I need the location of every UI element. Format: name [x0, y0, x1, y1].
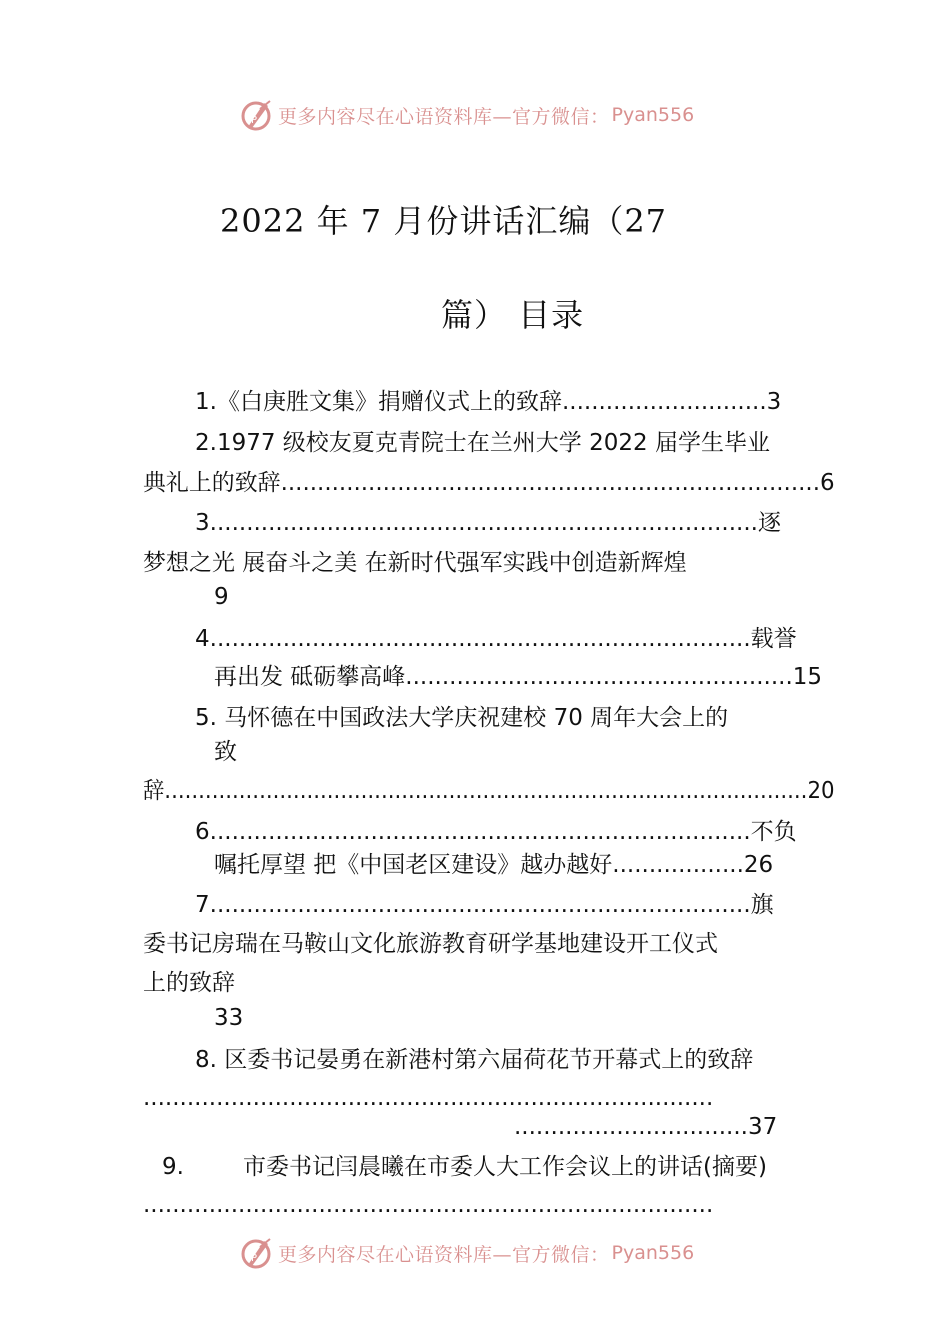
- toc-entry-3-line1: 3...........................................................................逐: [195, 510, 781, 536]
- toc-entry-8-page: ................................37: [514, 1114, 778, 1140]
- toc-entry-6-line1: 6..........................................................................不负: [195, 819, 797, 845]
- header-watermark: [238, 95, 694, 135]
- footer-watermark: [238, 1233, 694, 1273]
- toc-entry-8-line1: 8. 区委书记晏勇在新港村第六届荷花节开幕式上的致辞: [195, 1047, 754, 1073]
- toc-entry-1: 1.《白庚胜文集》捐赠仪式上的致辞............................3: [195, 389, 782, 415]
- toc-entry-7-line1: 7..........................................................................旗: [195, 892, 774, 918]
- watermark-text: 更多内容尽在心语资料库—官方微信：: [278, 1243, 610, 1266]
- page-title-line2: 篇） 目录: [441, 296, 585, 334]
- svg-text:P: P: [251, 115, 258, 126]
- toc-entry-4-line1: 4..........................................................................载誉: [195, 626, 797, 652]
- toc-entry-3-page: 9: [214, 584, 229, 610]
- toc-entry-7-line3: 上的致辞: [143, 970, 235, 996]
- toc-entry-9-line1: 市委书记闫晨曦在市委人大工作会议上的讲话(摘要): [243, 1154, 767, 1180]
- toc-entry-8-line2: ..............................................................................: [143, 1085, 714, 1111]
- toc-entry-9-line2: ..............................................................................: [143, 1192, 714, 1218]
- toc-entry-5-line3: 辞...............................................................................................20: [143, 778, 835, 804]
- toc-entry-5-line2: 致: [214, 739, 237, 765]
- toc-entry-9-number: 9.: [162, 1154, 184, 1180]
- svg-text:P: P: [251, 1253, 258, 1264]
- toc-entry-4-line2: 再出发 砥砺攀高峰.....................................................15: [214, 664, 823, 690]
- toc-entry-6-line2: 嘱托厚望 把《中国老区建设》越办越好..................26: [214, 852, 774, 878]
- watermark-text: 更多内容尽在心语资料库—官方微信：: [278, 105, 610, 128]
- quill-logo-icon: [238, 1235, 274, 1271]
- toc-entry-3-line2: 梦想之光 展奋斗之美 在新时代强军实践中创造新辉煌: [143, 550, 687, 576]
- page-title-line1: 2022 年 7 月份讲话汇编（27: [220, 202, 668, 240]
- watermark-handle: Pyan556: [611, 104, 695, 126]
- watermark-handle: Pyan556: [611, 1242, 695, 1264]
- toc-entry-7-page: 33: [214, 1005, 244, 1031]
- toc-entry-2-line2: 典礼上的致辞..........................................................................6: [143, 470, 835, 496]
- quill-logo-icon: [238, 97, 274, 133]
- toc-entry-2-line1: 2.1977 级校友夏克青院士在兰州大学 2022 届学生毕业: [195, 430, 770, 456]
- toc-entry-7-line2: 委书记房瑞在马鞍山文化旅游教育研学基地建设开工仪式: [143, 931, 718, 957]
- toc-entry-5-line1: 5. 马怀德在中国政法大学庆祝建校 70 周年大会上的: [195, 705, 729, 731]
